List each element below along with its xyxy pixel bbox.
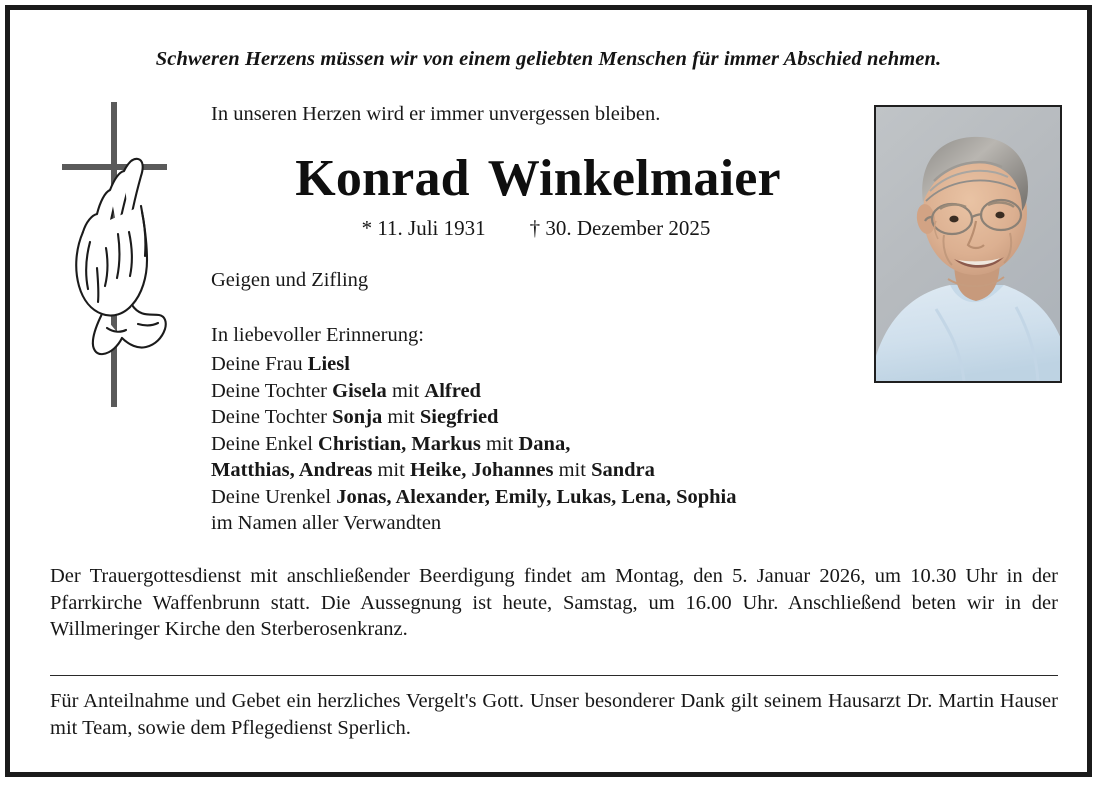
family-names: Christian, Markus bbox=[318, 432, 481, 455]
last-name: Winkelmaier bbox=[487, 150, 781, 207]
page-canvas bbox=[10, 10, 1087, 772]
divider bbox=[50, 675, 1058, 676]
intro-line: In unseren Herzen wird er immer unvergessen bleiben. bbox=[211, 103, 661, 125]
family-line bbox=[211, 351, 871, 378]
family-line bbox=[211, 431, 871, 458]
family-names: Sandra bbox=[591, 459, 655, 481]
obituary-card bbox=[5, 5, 1092, 777]
conjunction: mit bbox=[382, 406, 420, 428]
family-names: Sonja bbox=[332, 406, 383, 428]
family-line bbox=[211, 378, 871, 405]
home-place: Geigen und Zifling bbox=[211, 269, 369, 291]
deceased-name bbox=[211, 150, 871, 208]
relation-label: Deine Urenkel bbox=[211, 485, 337, 508]
family-names: Matthias, Andreas bbox=[211, 459, 373, 481]
conjunction: mit bbox=[480, 432, 519, 455]
family-line bbox=[211, 404, 871, 431]
family-line bbox=[211, 484, 871, 511]
relation-label: Deine Frau bbox=[211, 353, 308, 375]
eye-right bbox=[995, 212, 1004, 219]
conjunction: mit bbox=[386, 379, 425, 402]
portrait-photo bbox=[874, 105, 1062, 383]
text-column bbox=[211, 100, 871, 537]
family-list bbox=[211, 351, 871, 537]
conjunction: mit bbox=[553, 459, 592, 481]
relation-label: Deine Enkel bbox=[211, 432, 319, 455]
motto-line: Schweren Herzens müssen wir von einem geliebten Menschen für immer Abschied nehmen. bbox=[155, 48, 942, 70]
cross-with-praying-hands bbox=[50, 102, 185, 407]
family-names: Liesl bbox=[307, 353, 350, 375]
family-names: Jonas, Alexander, Emily, Lukas, Lena, Sophia bbox=[336, 485, 737, 508]
family-names: Dana, bbox=[518, 432, 571, 455]
relatives-note: im Namen aller Verwandten bbox=[211, 512, 442, 534]
relation-label: Deine Tochter bbox=[211, 406, 333, 428]
family-names: Siegfried bbox=[419, 406, 499, 428]
first-name: Konrad bbox=[295, 150, 470, 207]
life-dates bbox=[211, 214, 871, 242]
conjunction: mit bbox=[372, 459, 410, 481]
death-date: † 30. Dezember 2025 bbox=[529, 216, 711, 240]
family-names: Gisela bbox=[332, 379, 387, 402]
family-line bbox=[211, 457, 871, 484]
eye-left bbox=[949, 216, 958, 223]
praying-hands-icon bbox=[76, 159, 166, 354]
birth-date: * 11. Juli 1931 bbox=[361, 216, 486, 240]
relation-label: Deine Tochter bbox=[211, 379, 333, 402]
family-names: Alfred bbox=[424, 379, 481, 402]
family-names: Heike, Johannes bbox=[409, 459, 554, 481]
thanks-note: Für Anteilnahme und Gebet ein herzliches Vergelt's Gott. Unser besonderer Dank gilt seinem Hausarzt Dr. Martin Hauser mit Team, sowie dem Pflegedienst Sperlich. bbox=[50, 690, 1058, 739]
family-line bbox=[211, 510, 871, 537]
memory-heading: In liebevoller Erinnerung: bbox=[211, 324, 424, 346]
service-details: Der Trauergottesdienst mit anschließender Beerdigung findet am Montag, den 5. Januar 2026, um 10.30 Uhr in der Pfarrkirche Waffenbrunn statt. Die Aussegnung ist heute, Samstag, um 16.00 Uhr. Anschließend beten wir in der Willmeringer Kirche den Sterberosenkranz. bbox=[50, 565, 1058, 640]
